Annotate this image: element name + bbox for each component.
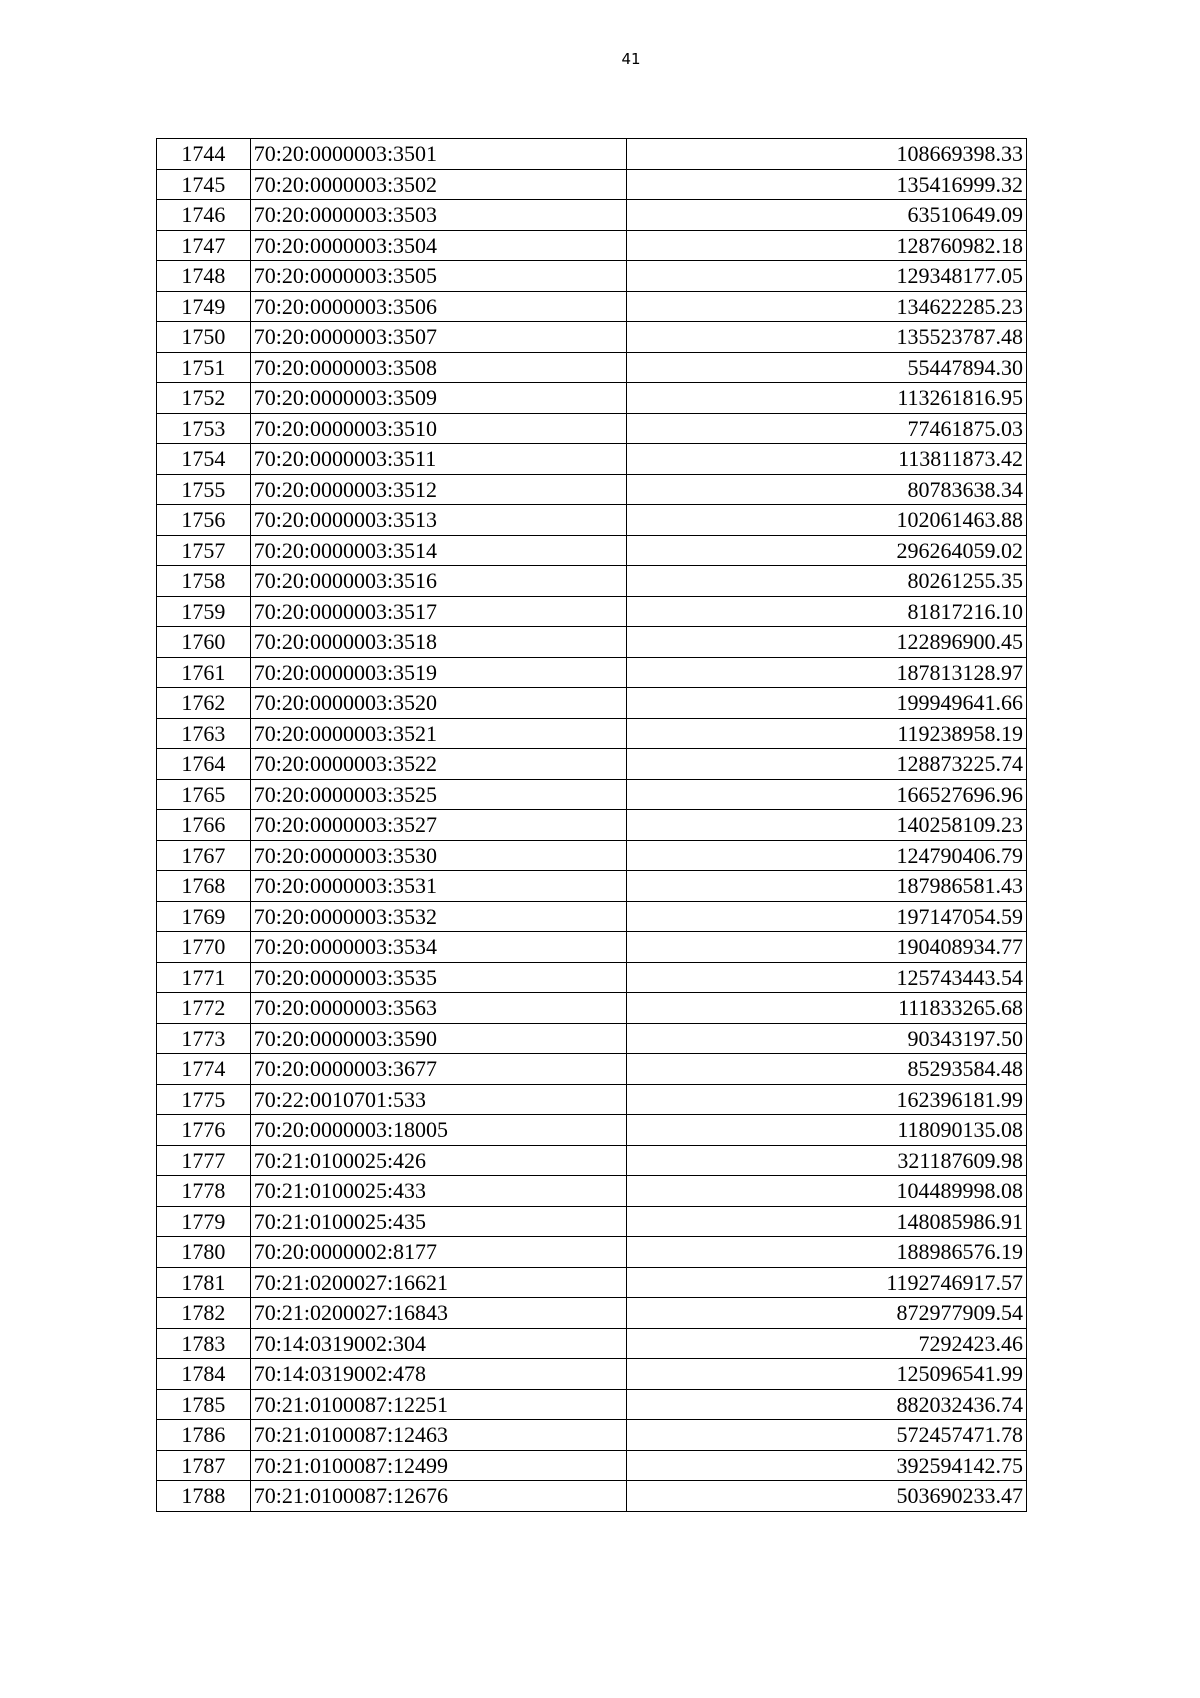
table-row [157, 352, 1027, 383]
cadastral-number-cell: 70:21:0100025:433 [250, 1176, 626, 1207]
row-number-cell: 1768 [157, 871, 251, 902]
row-number-cell: 1778 [157, 1176, 251, 1207]
table-row [157, 596, 1027, 627]
table-row [157, 1267, 1027, 1298]
table-row [157, 1328, 1027, 1359]
table-row [157, 657, 1027, 688]
cadastral-value-cell: 190408934.77 [626, 932, 1026, 963]
row-number-cell: 1780 [157, 1237, 251, 1268]
cadastral-number-cell: 70:21:0200027:16843 [250, 1298, 626, 1329]
cadastral-number-cell: 70:20:0000003:3506 [250, 291, 626, 322]
row-number-cell: 1770 [157, 932, 251, 963]
row-number-cell: 1757 [157, 535, 251, 566]
row-number-cell: 1787 [157, 1450, 251, 1481]
row-number-cell: 1773 [157, 1023, 251, 1054]
table-row [157, 1298, 1027, 1329]
cadastral-value-cell: 63510649.09 [626, 200, 1026, 231]
table-row [157, 993, 1027, 1024]
cadastral-value-cell: 135523787.48 [626, 322, 1026, 353]
cadastral-value-cell: 392594142.75 [626, 1450, 1026, 1481]
cadastral-value-cell: 125096541.99 [626, 1359, 1026, 1390]
cadastral-value-cell: 90343197.50 [626, 1023, 1026, 1054]
cadastral-number-cell: 70:20:0000003:3502 [250, 169, 626, 200]
cadastral-number-cell: 70:20:0000002:8177 [250, 1237, 626, 1268]
cadastral-number-cell: 70:20:0000003:3514 [250, 535, 626, 566]
cadastral-number-cell: 70:21:0100025:426 [250, 1145, 626, 1176]
table-row [157, 932, 1027, 963]
table-row [157, 1481, 1027, 1512]
cadastral-value-cell: 1192746917.57 [626, 1267, 1026, 1298]
cadastral-value-cell: 125743443.54 [626, 962, 1026, 993]
table-row [157, 871, 1027, 902]
cadastral-value-cell: 162396181.99 [626, 1084, 1026, 1115]
table-row [157, 200, 1027, 231]
cadastral-number-cell: 70:20:0000003:3504 [250, 230, 626, 261]
table-row [157, 413, 1027, 444]
row-number-cell: 1755 [157, 474, 251, 505]
table-row [157, 1145, 1027, 1176]
row-number-cell: 1763 [157, 718, 251, 749]
cadastral-number-cell: 70:20:0000003:3525 [250, 779, 626, 810]
cadastral-value-cell: 128760982.18 [626, 230, 1026, 261]
table-row [157, 230, 1027, 261]
cadastral-number-cell: 70:14:0319002:304 [250, 1328, 626, 1359]
row-number-cell: 1761 [157, 657, 251, 688]
row-number-cell: 1759 [157, 596, 251, 627]
row-number-cell: 1753 [157, 413, 251, 444]
table-row [157, 840, 1027, 871]
row-number-cell: 1776 [157, 1115, 251, 1146]
table-row [157, 1389, 1027, 1420]
cadastral-number-cell: 70:20:0000003:3521 [250, 718, 626, 749]
row-number-cell: 1760 [157, 627, 251, 658]
cadastral-value-cell: 187986581.43 [626, 871, 1026, 902]
cadastral-value-cell: 166527696.96 [626, 779, 1026, 810]
cadastral-value-cell: 134622285.23 [626, 291, 1026, 322]
table-row [157, 688, 1027, 719]
cadastral-number-cell: 70:21:0100025:435 [250, 1206, 626, 1237]
table-row [157, 1084, 1027, 1115]
row-number-cell: 1748 [157, 261, 251, 292]
cadastral-number-cell: 70:20:0000003:3517 [250, 596, 626, 627]
cadastral-value-cell: 7292423.46 [626, 1328, 1026, 1359]
cadastral-value-cell: 296264059.02 [626, 535, 1026, 566]
row-number-cell: 1758 [157, 566, 251, 597]
cadastral-number-cell: 70:21:0100087:12463 [250, 1420, 626, 1451]
cadastral-value-cell: 148085986.91 [626, 1206, 1026, 1237]
cadastral-number-cell: 70:20:0000003:3513 [250, 505, 626, 536]
table-row [157, 1054, 1027, 1085]
row-number-cell: 1777 [157, 1145, 251, 1176]
row-number-cell: 1749 [157, 291, 251, 322]
cadastral-value-cell: 321187609.98 [626, 1145, 1026, 1176]
cadastral-number-cell: 70:20:0000003:3507 [250, 322, 626, 353]
table-row [157, 505, 1027, 536]
cadastral-value-cell: 503690233.47 [626, 1481, 1026, 1512]
table-row [157, 139, 1027, 170]
cadastral-value-cell: 55447894.30 [626, 352, 1026, 383]
table-row [157, 749, 1027, 780]
table-row [157, 535, 1027, 566]
cadastral-value-cell: 199949641.66 [626, 688, 1026, 719]
row-number-cell: 1765 [157, 779, 251, 810]
cadastral-value-cell: 102061463.88 [626, 505, 1026, 536]
cadastral-value-cell: 81817216.10 [626, 596, 1026, 627]
cadastral-number-cell: 70:20:0000003:3505 [250, 261, 626, 292]
table-row [157, 901, 1027, 932]
cadastral-number-cell: 70:20:0000003:3534 [250, 932, 626, 963]
cadastral-number-cell: 70:20:0000003:3508 [250, 352, 626, 383]
cadastral-value-cell: 128873225.74 [626, 749, 1026, 780]
table-row [157, 1206, 1027, 1237]
cadastral-value-cell: 872977909.54 [626, 1298, 1026, 1329]
row-number-cell: 1785 [157, 1389, 251, 1420]
table-row [157, 1450, 1027, 1481]
page-number: 41 [621, 50, 641, 68]
cadastral-value-cell: 108669398.33 [626, 139, 1026, 170]
row-number-cell: 1766 [157, 810, 251, 841]
table-row [157, 322, 1027, 353]
cadastral-number-cell: 70:20:0000003:3516 [250, 566, 626, 597]
row-number-cell: 1771 [157, 962, 251, 993]
row-number-cell: 1756 [157, 505, 251, 536]
cadastral-value-cell: 122896900.45 [626, 627, 1026, 658]
cadastral-number-cell: 70:20:0000003:3509 [250, 383, 626, 414]
row-number-cell: 1779 [157, 1206, 251, 1237]
cadastral-number-cell: 70:20:0000003:3522 [250, 749, 626, 780]
table-body [157, 139, 1027, 1512]
cadastral-number-cell: 70:20:0000003:3520 [250, 688, 626, 719]
cadastral-number-cell: 70:20:0000003:3677 [250, 1054, 626, 1085]
row-number-cell: 1784 [157, 1359, 251, 1390]
cadastral-value-cell: 113261816.95 [626, 383, 1026, 414]
cadastral-number-cell: 70:14:0319002:478 [250, 1359, 626, 1390]
row-number-cell: 1764 [157, 749, 251, 780]
row-number-cell: 1782 [157, 1298, 251, 1329]
row-number-cell: 1762 [157, 688, 251, 719]
table-row [157, 444, 1027, 475]
cadastral-number-cell: 70:20:0000003:3518 [250, 627, 626, 658]
cadastral-value-table [156, 138, 1027, 1512]
row-number-cell: 1767 [157, 840, 251, 871]
table-row [157, 1023, 1027, 1054]
cadastral-number-cell: 70:20:0000003:3590 [250, 1023, 626, 1054]
table-row [157, 1359, 1027, 1390]
cadastral-value-cell: 135416999.32 [626, 169, 1026, 200]
cadastral-value-cell: 85293584.48 [626, 1054, 1026, 1085]
cadastral-number-cell: 70:20:0000003:3503 [250, 200, 626, 231]
cadastral-number-cell: 70:21:0100087:12499 [250, 1450, 626, 1481]
cadastral-number-cell: 70:20:0000003:3530 [250, 840, 626, 871]
cadastral-value-cell: 187813128.97 [626, 657, 1026, 688]
cadastral-number-cell: 70:20:0000003:3510 [250, 413, 626, 444]
table-row [157, 291, 1027, 322]
cadastral-value-cell: 882032436.74 [626, 1389, 1026, 1420]
row-number-cell: 1744 [157, 139, 251, 170]
cadastral-number-cell: 70:22:0010701:533 [250, 1084, 626, 1115]
cadastral-value-cell: 572457471.78 [626, 1420, 1026, 1451]
cadastral-value-cell: 113811873.42 [626, 444, 1026, 475]
cadastral-number-cell: 70:20:0000003:18005 [250, 1115, 626, 1146]
table-row [157, 566, 1027, 597]
cadastral-number-cell: 70:21:0100087:12676 [250, 1481, 626, 1512]
cadastral-number-cell: 70:20:0000003:3527 [250, 810, 626, 841]
table-row [157, 1420, 1027, 1451]
row-number-cell: 1746 [157, 200, 251, 231]
cadastral-value-cell: 129348177.05 [626, 261, 1026, 292]
cadastral-number-cell: 70:20:0000003:3532 [250, 901, 626, 932]
row-number-cell: 1774 [157, 1054, 251, 1085]
cadastral-number-cell: 70:21:0200027:16621 [250, 1267, 626, 1298]
cadastral-value-cell: 140258109.23 [626, 810, 1026, 841]
row-number-cell: 1747 [157, 230, 251, 261]
row-number-cell: 1750 [157, 322, 251, 353]
row-number-cell: 1751 [157, 352, 251, 383]
table-row [157, 383, 1027, 414]
row-number-cell: 1775 [157, 1084, 251, 1115]
cadastral-value-cell: 104489998.08 [626, 1176, 1026, 1207]
row-number-cell: 1772 [157, 993, 251, 1024]
table-row [157, 627, 1027, 658]
cadastral-number-cell: 70:21:0100087:12251 [250, 1389, 626, 1420]
table-row [157, 1176, 1027, 1207]
row-number-cell: 1745 [157, 169, 251, 200]
table-row [157, 962, 1027, 993]
cadastral-value-cell: 124790406.79 [626, 840, 1026, 871]
cadastral-number-cell: 70:20:0000003:3501 [250, 139, 626, 170]
table-row [157, 1237, 1027, 1268]
table-row [157, 1115, 1027, 1146]
cadastral-value-cell: 80261255.35 [626, 566, 1026, 597]
cadastral-number-cell: 70:20:0000003:3519 [250, 657, 626, 688]
cadastral-value-cell: 188986576.19 [626, 1237, 1026, 1268]
cadastral-number-cell: 70:20:0000003:3531 [250, 871, 626, 902]
row-number-cell: 1769 [157, 901, 251, 932]
cadastral-value-cell: 77461875.03 [626, 413, 1026, 444]
row-number-cell: 1781 [157, 1267, 251, 1298]
table-row [157, 810, 1027, 841]
cadastral-number-cell: 70:20:0000003:3512 [250, 474, 626, 505]
table-row [157, 261, 1027, 292]
cadastral-value-cell: 197147054.59 [626, 901, 1026, 932]
row-number-cell: 1783 [157, 1328, 251, 1359]
table-row [157, 169, 1027, 200]
cadastral-value-cell: 111833265.68 [626, 993, 1026, 1024]
cadastral-value-cell: 80783638.34 [626, 474, 1026, 505]
table-row [157, 718, 1027, 749]
cadastral-number-cell: 70:20:0000003:3511 [250, 444, 626, 475]
cadastral-number-cell: 70:20:0000003:3563 [250, 993, 626, 1024]
row-number-cell: 1752 [157, 383, 251, 414]
cadastral-value-cell: 118090135.08 [626, 1115, 1026, 1146]
cadastral-number-cell: 70:20:0000003:3535 [250, 962, 626, 993]
table-row [157, 474, 1027, 505]
cadastral-value-cell: 119238958.19 [626, 718, 1026, 749]
row-number-cell: 1754 [157, 444, 251, 475]
table-row [157, 779, 1027, 810]
row-number-cell: 1786 [157, 1420, 251, 1451]
row-number-cell: 1788 [157, 1481, 251, 1512]
